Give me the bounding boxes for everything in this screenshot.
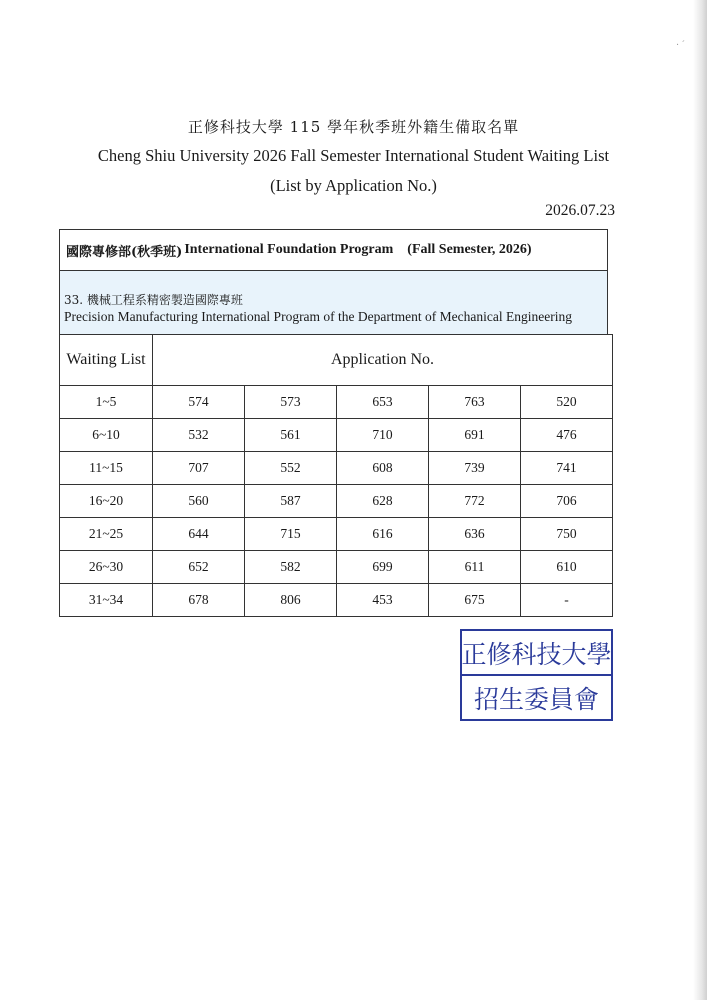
col-header-waiting-list: Waiting List xyxy=(60,335,153,386)
application-no-cell: 806 xyxy=(245,584,337,617)
application-no-cell: 610 xyxy=(521,551,613,584)
waiting-range-cell: 31~34 xyxy=(60,584,153,617)
application-no-cell: 772 xyxy=(429,485,521,518)
application-no-cell: 573 xyxy=(245,386,337,419)
application-no-cell: 706 xyxy=(521,485,613,518)
application-no-cell: 520 xyxy=(521,386,613,419)
application-no-cell: 691 xyxy=(429,419,521,452)
subtitle: (List by Application No.) xyxy=(270,176,437,195)
application-no-cell: 636 xyxy=(429,518,521,551)
application-no-cell: - xyxy=(521,584,613,617)
waiting-range-cell: 26~30 xyxy=(60,551,153,584)
application-no-cell: 652 xyxy=(153,551,245,584)
table-row xyxy=(60,485,613,518)
application-no-cell: 587 xyxy=(245,485,337,518)
application-no-cell: 608 xyxy=(337,452,429,485)
application-no-cell: 763 xyxy=(429,386,521,419)
title-zh: 正修科技大學 115 學年秋季班外籍生備取名單 xyxy=(187,118,520,136)
table-row xyxy=(60,584,613,617)
application-no-cell: 616 xyxy=(337,518,429,551)
table-row xyxy=(60,419,613,452)
program-semester: (Fall Semester, 2026) xyxy=(407,242,532,257)
application-no-cell: 476 xyxy=(521,419,613,452)
seal-line-2: 招生委員會 xyxy=(462,674,611,719)
application-no-cell: 678 xyxy=(153,584,245,617)
application-no-cell: 710 xyxy=(337,419,429,452)
waiting-range-cell: 21~25 xyxy=(60,518,153,551)
waiting-range-cell: 11~15 xyxy=(60,452,153,485)
application-no-cell: 644 xyxy=(153,518,245,551)
application-no-cell: 715 xyxy=(245,518,337,551)
application-no-cell: 675 xyxy=(429,584,521,617)
application-no-cell: 560 xyxy=(153,485,245,518)
table-header-row xyxy=(60,335,613,386)
waiting-range-cell: 6~10 xyxy=(60,419,153,452)
waiting-list-table xyxy=(59,334,613,617)
application-no-cell: 653 xyxy=(337,386,429,419)
waiting-range-cell: 16~20 xyxy=(60,485,153,518)
program-header xyxy=(60,230,607,271)
application-no-cell: 750 xyxy=(521,518,613,551)
application-no-cell: 611 xyxy=(429,551,521,584)
application-no-cell: 628 xyxy=(337,485,429,518)
table-row xyxy=(60,386,613,419)
department-name-zh: 33. 機械工程系精密製造國際專班 xyxy=(64,293,243,307)
application-no-cell: 552 xyxy=(245,452,337,485)
waiting-range-cell: 1~5 xyxy=(60,386,153,419)
application-no-cell: 532 xyxy=(153,419,245,452)
document-date: 2026.07.23 xyxy=(545,202,615,219)
program-name-zh: 國際專修部(秋季班) xyxy=(66,244,183,260)
table-row xyxy=(60,452,613,485)
scan-mark: · ´ xyxy=(675,40,685,51)
table-row xyxy=(60,518,613,551)
application-no-cell: 574 xyxy=(153,386,245,419)
program-name-en: International Foundation Program xyxy=(184,242,394,257)
application-no-cell: 453 xyxy=(337,584,429,617)
official-seal xyxy=(460,629,613,721)
application-no-cell: 739 xyxy=(429,452,521,485)
application-no-cell: 707 xyxy=(153,452,245,485)
title-en: Cheng Shiu University 2026 Fall Semester International Student Waiting List xyxy=(97,146,610,165)
application-no-cell: 561 xyxy=(245,419,337,452)
seal-line-1: 正修科技大學 xyxy=(461,639,612,669)
department-name-en: Precision Manufacturing International Program of the Department of Mechanical Engineering xyxy=(64,309,572,324)
application-no-cell: 741 xyxy=(521,452,613,485)
table-row xyxy=(60,551,613,584)
col-header-application-no: Application No. xyxy=(153,335,613,386)
department-header xyxy=(60,271,607,335)
program-panel xyxy=(59,229,608,335)
application-no-cell: 582 xyxy=(245,551,337,584)
application-no-cell: 699 xyxy=(337,551,429,584)
